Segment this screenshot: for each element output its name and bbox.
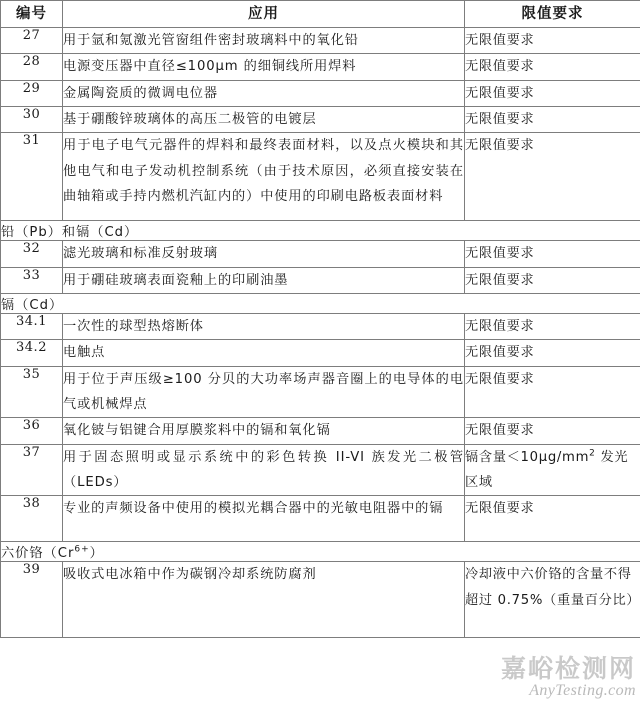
table-row	[1, 366, 640, 418]
cell-limit-requirement: 无限值要求	[465, 133, 640, 221]
cell-application: 电触点	[63, 340, 465, 366]
cell-limit-requirement: 无限值要求	[465, 366, 640, 418]
table-row	[1, 54, 640, 80]
table-row	[1, 267, 640, 293]
cell-application: 基于硼酸锌玻璃体的高压二极管的电镀层	[63, 107, 465, 133]
substance-group-label: 六价铬$(Cr^{6+})$	[1, 542, 640, 562]
cell-limit-requirement: 无限值要求	[465, 314, 640, 340]
table-row	[1, 133, 640, 221]
substance-group-row	[1, 221, 640, 241]
cell-application: 专业的声频设备中使用的模拟光耦合器中的光敏电阻器中的镉	[63, 496, 465, 542]
table-row	[1, 241, 640, 267]
cell-limit-requirement: 无限值要求	[465, 107, 640, 133]
table-body	[1, 28, 640, 638]
cell-application: 一次性的球型热熔断体	[63, 314, 465, 340]
cell-exemption-number: 29	[1, 80, 63, 106]
cell-limit-requirement: 无限值要求	[465, 80, 640, 106]
cell-application: 用于硼硅玻璃表面瓷釉上的印刷油墨	[63, 267, 465, 293]
table-row	[1, 80, 640, 106]
table-row	[1, 28, 640, 54]
cell-application: 用于氩和氪激光管窗组件密封玻璃料中的氧化铅	[63, 28, 465, 54]
cell-exemption-number: 27	[1, 28, 63, 54]
substance-group-row	[1, 542, 640, 562]
table-row	[1, 562, 640, 638]
cell-limit-requirement: 无限值要求	[465, 241, 640, 267]
table-header	[1, 1, 640, 28]
table-row	[1, 340, 640, 366]
cell-exemption-number: 28	[1, 54, 63, 80]
substance-group-label: 镉（Cd）	[1, 294, 640, 314]
cell-application: 电源变压器中直径≤100μm 的细铜线所用焊料	[63, 54, 465, 80]
cell-exemption-number: 32	[1, 241, 63, 267]
cell-exemption-number: 31	[1, 133, 63, 221]
cell-application: 金属陶瓷质的微调电位器	[63, 80, 465, 106]
cell-exemption-number: 30	[1, 107, 63, 133]
substance-group-row	[1, 294, 640, 314]
substance-group-label: 铅（Pb）和镉（Cd）	[1, 221, 640, 241]
table-row	[1, 314, 640, 340]
cell-application: 用于位于声压级≥100 分贝的大功率场声器音圈上的电导体的电气或机械焊点	[63, 366, 465, 418]
cell-exemption-number: 34.1	[1, 314, 63, 340]
cell-limit-requirement: 无限值要求	[465, 418, 640, 444]
cell-limit-requirement: 无限值要求	[465, 28, 640, 54]
cell-limit-requirement: 无限值要求	[465, 54, 640, 80]
table-header-row	[1, 1, 640, 28]
cell-limit-requirement: 冷却液中六价铬的含量不得超过 0.75%（重量百分比）	[465, 562, 640, 638]
column-header-number: 编号	[1, 1, 63, 28]
cell-application: 滤光玻璃和标准反射玻璃	[63, 241, 465, 267]
column-header-limit: 限值要求	[465, 1, 640, 28]
cell-exemption-number: 38	[1, 496, 63, 542]
cell-exemption-number: 36	[1, 418, 63, 444]
cell-application: 吸收式电冰箱中作为碳钢冷却系统防腐剂	[63, 562, 465, 638]
cell-exemption-number: 35	[1, 366, 63, 418]
watermark-chinese: 嘉峪检测网	[500, 654, 636, 684]
watermark-english: AnyTesting.com	[529, 682, 636, 700]
cell-limit-requirement: 无限值要求	[465, 496, 640, 542]
table-row	[1, 496, 640, 542]
column-header-application: 应用	[63, 1, 465, 28]
cell-limit-requirement: 无限值要求	[465, 340, 640, 366]
table-row	[1, 107, 640, 133]
watermark	[450, 656, 636, 700]
cell-exemption-number: 39	[1, 562, 63, 638]
cell-application: 用于电子电气元器件的焊料和最终表面材料，以及点火模块和其他电气和电子发动机控制系统（由于技术原因，必须直接安装在曲轴箱或手持内燃机汽缸内的）中使用的印刷电路板表面材料	[63, 133, 465, 221]
table-row	[1, 418, 640, 444]
cell-exemption-number: 33	[1, 267, 63, 293]
table-row	[1, 444, 640, 496]
cell-exemption-number: 37	[1, 444, 63, 496]
cell-limit-requirement: 镉含量$<10\mu g/mm^2$ 发光区域	[465, 444, 640, 496]
cell-application: 用于固态照明或显示系统中的彩色转换 II-VI 族发光二极管（LEDs）	[63, 444, 465, 496]
cell-limit-requirement: 无限值要求	[465, 267, 640, 293]
cell-application: 氧化铍与铝键合用厚膜浆料中的镉和氧化镉	[63, 418, 465, 444]
cell-exemption-number: 34.2	[1, 340, 63, 366]
